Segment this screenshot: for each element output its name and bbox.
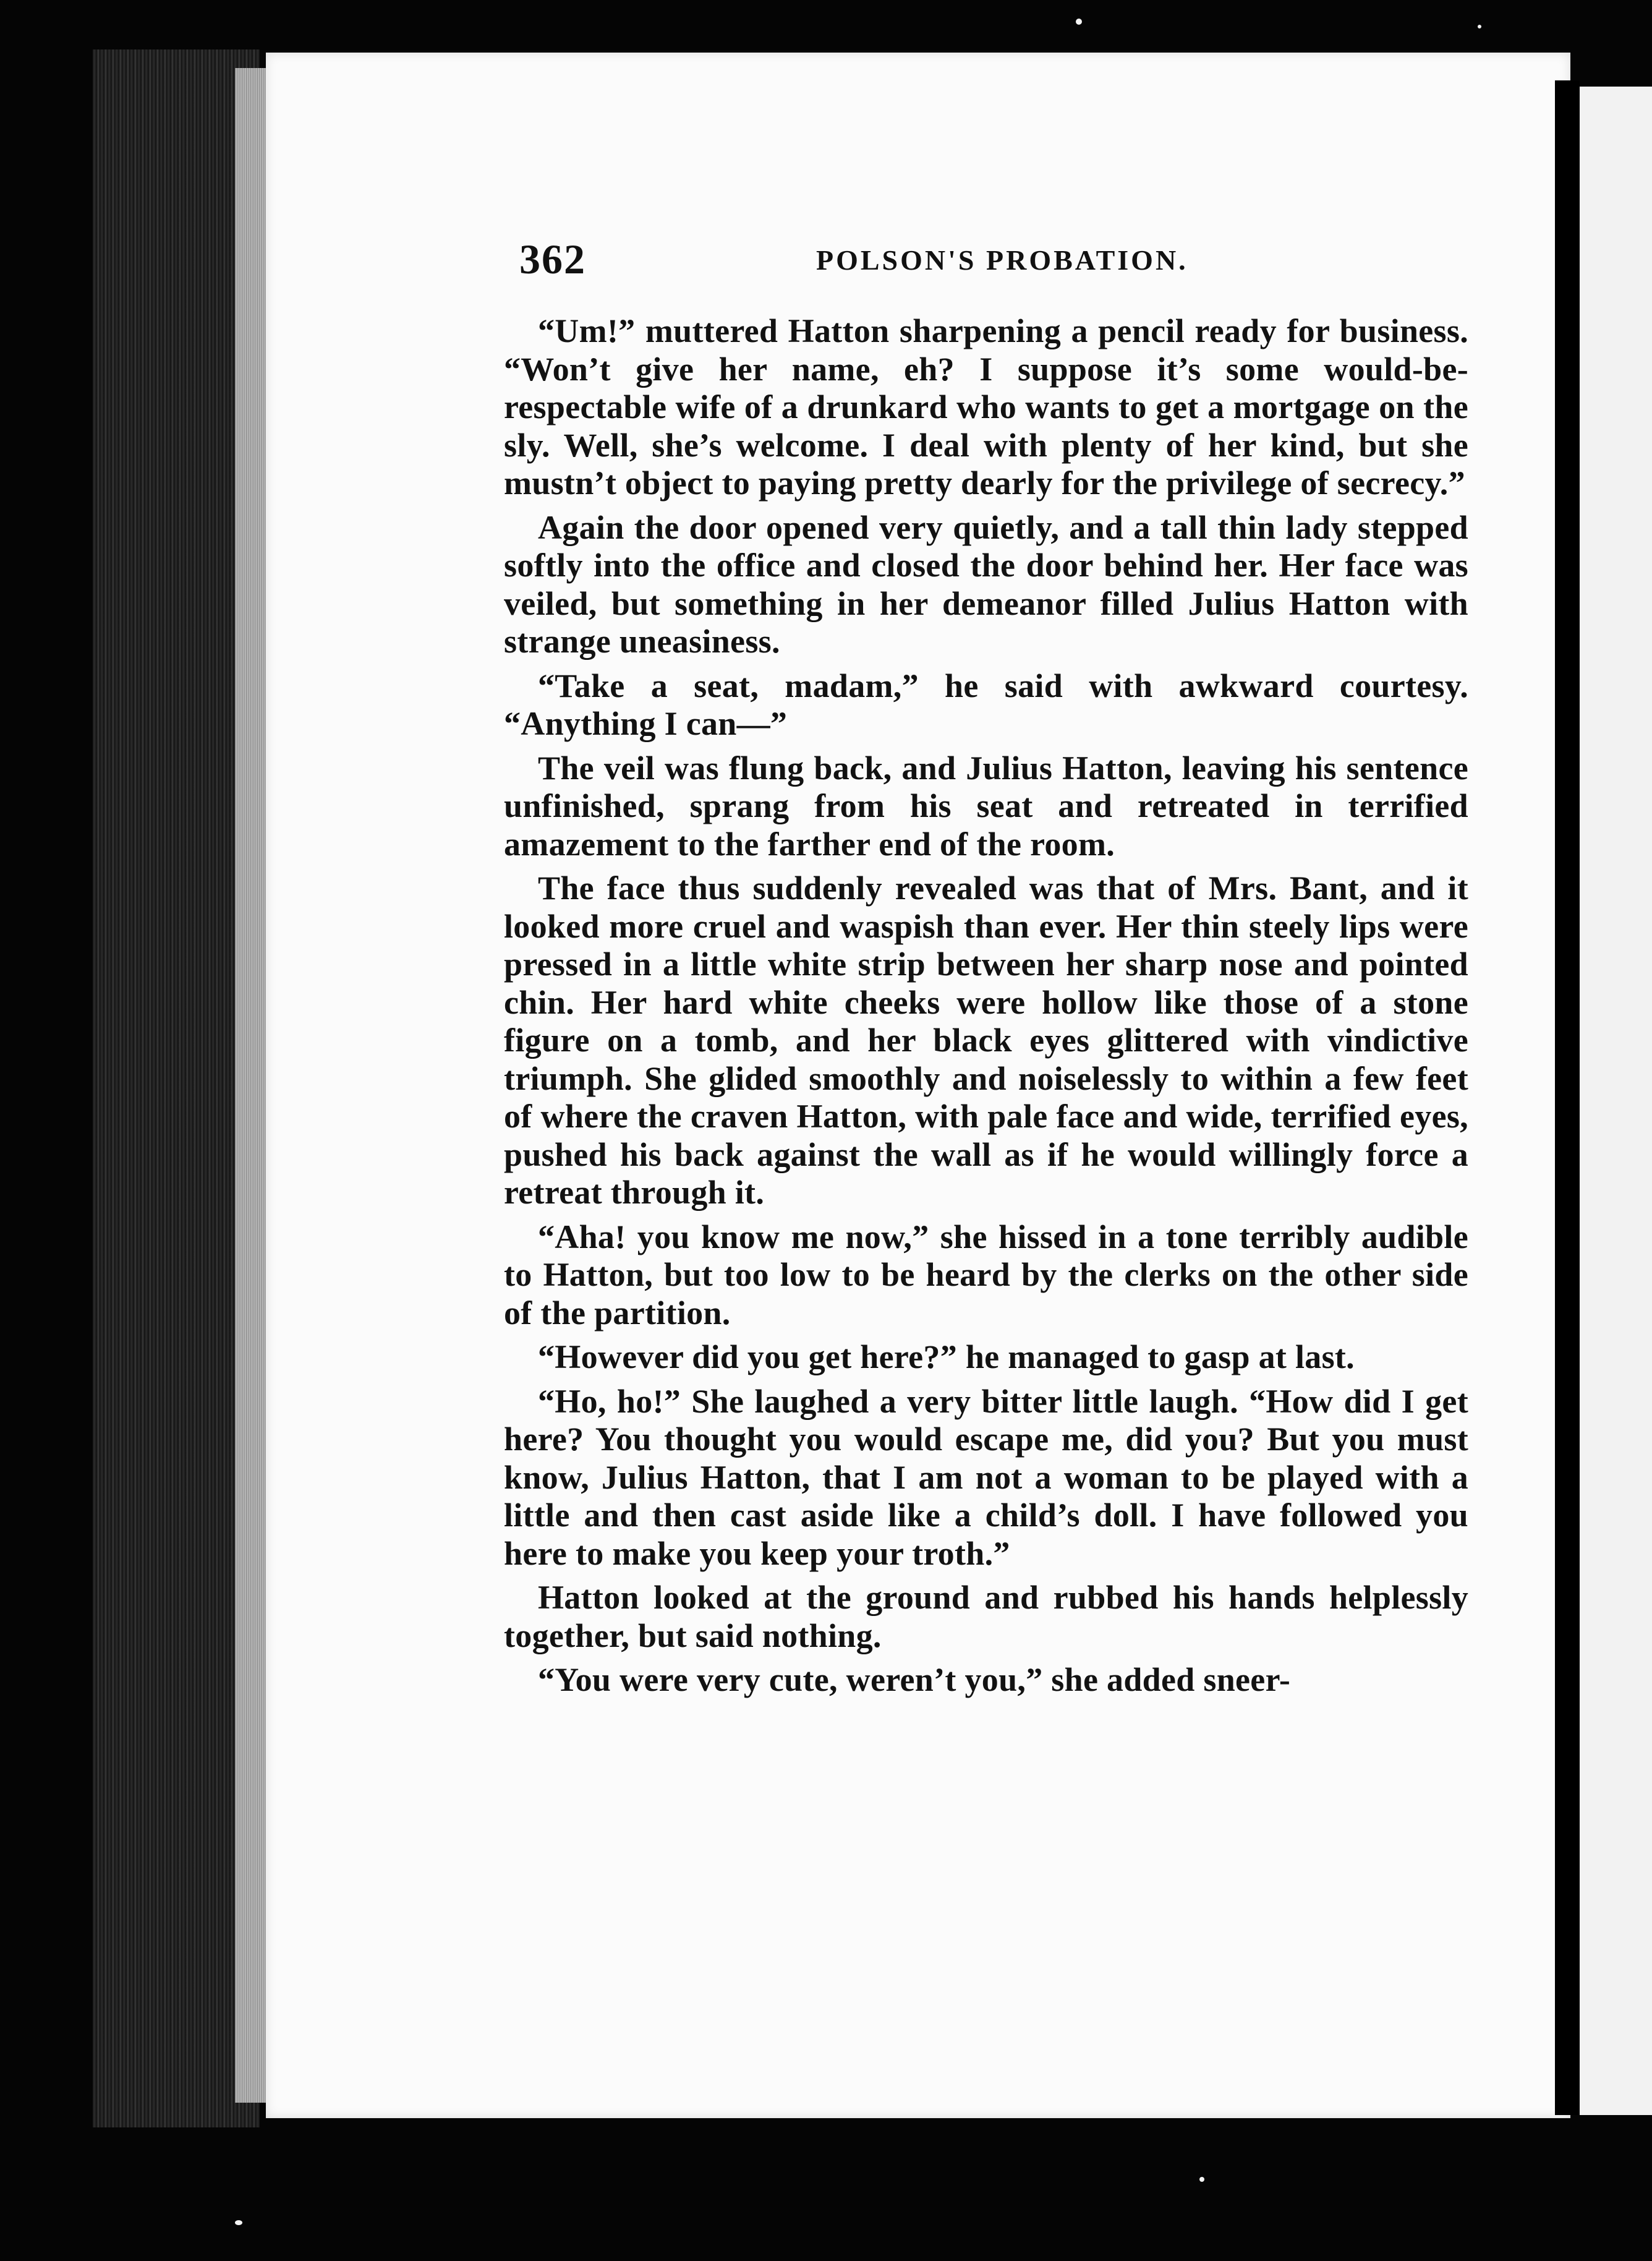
paragraph: Hatton looked at the ground and rubbed his hands helplessly together, but said nothing. xyxy=(504,1579,1468,1654)
scan-speck xyxy=(1199,2177,1204,2182)
paragraph: “Aha! you know me now,” she hissed in a tone terribly audible to Hatton, but too low to be heard by the clerks on the other side of the partition. xyxy=(504,1218,1468,1331)
paragraph: The face thus suddenly revealed was that of Mrs. Bant, and it looked more cruel and waspish than ever. Her thin steely lips were pressed in a little white strip between her sharp nose and pointed chin. Her hard white cheeks were hollow like those of a stone figure on a tomb, and her black eyes glittered with vindictive triumph. She glided smoothly and noiselessly to within a few feet of where the craven Hatton, with pale face and wide, terrified eyes, pushed his back against the wall as if he would willingly force a retreat through it. xyxy=(504,870,1468,1211)
scan-speck xyxy=(1076,19,1082,25)
facing-page-edge xyxy=(1580,87,1652,2115)
paragraph: “Ho, ho!” She laughed a very bitter little laugh. “How did I get here? You thought you would escape me, did you? But you must know, Julius Hatton, that I am not a woman to be played with a little and then cast aside like a child’s doll. I have followed you here to make you keep your troth.” xyxy=(504,1382,1468,1572)
page-number: 362 xyxy=(519,236,586,283)
gutter-shadow xyxy=(1555,80,1580,2115)
body-text xyxy=(504,312,1468,1699)
scan-speck xyxy=(1478,25,1481,28)
paragraph: “However did you get here?” he managed to gasp at last. xyxy=(538,1338,1355,1375)
paragraph: Again the door opened very quietly, and a tall thin lady stepped softly into the office and closed the door behind her. Her face was veiled, but something in her demeanor filled Julius Hatton with strange uneasiness. xyxy=(504,508,1468,660)
page-header xyxy=(519,235,1484,284)
paragraph: “Um!” muttered Hatton sharpening a pencil ready for business. “Won’t give her name, eh? I suppose it’s some would-be-respectable wife of a drunkard who wants to get a mortgage on the sly. Well, she’s welcome. I deal with plenty of her kind, but she mustn’t object to paying pretty dearly for the privilege of secrecy.” xyxy=(504,312,1468,502)
paragraph: “Take a seat, madam,” he said with awkward courtesy. “Anything I can—” xyxy=(504,667,1468,742)
paragraph: The veil was flung back, and Julius Hatton, leaving his sentence unfinished, sprang from his seat and retreated in terrified amazement to the farther end of the room. xyxy=(504,749,1468,863)
scan-speck xyxy=(235,2220,242,2225)
paragraph: “You were very cute, weren’t you,” she added sneer- xyxy=(538,1661,1291,1698)
running-head: POLSON'S PROBATION. xyxy=(816,244,1188,276)
